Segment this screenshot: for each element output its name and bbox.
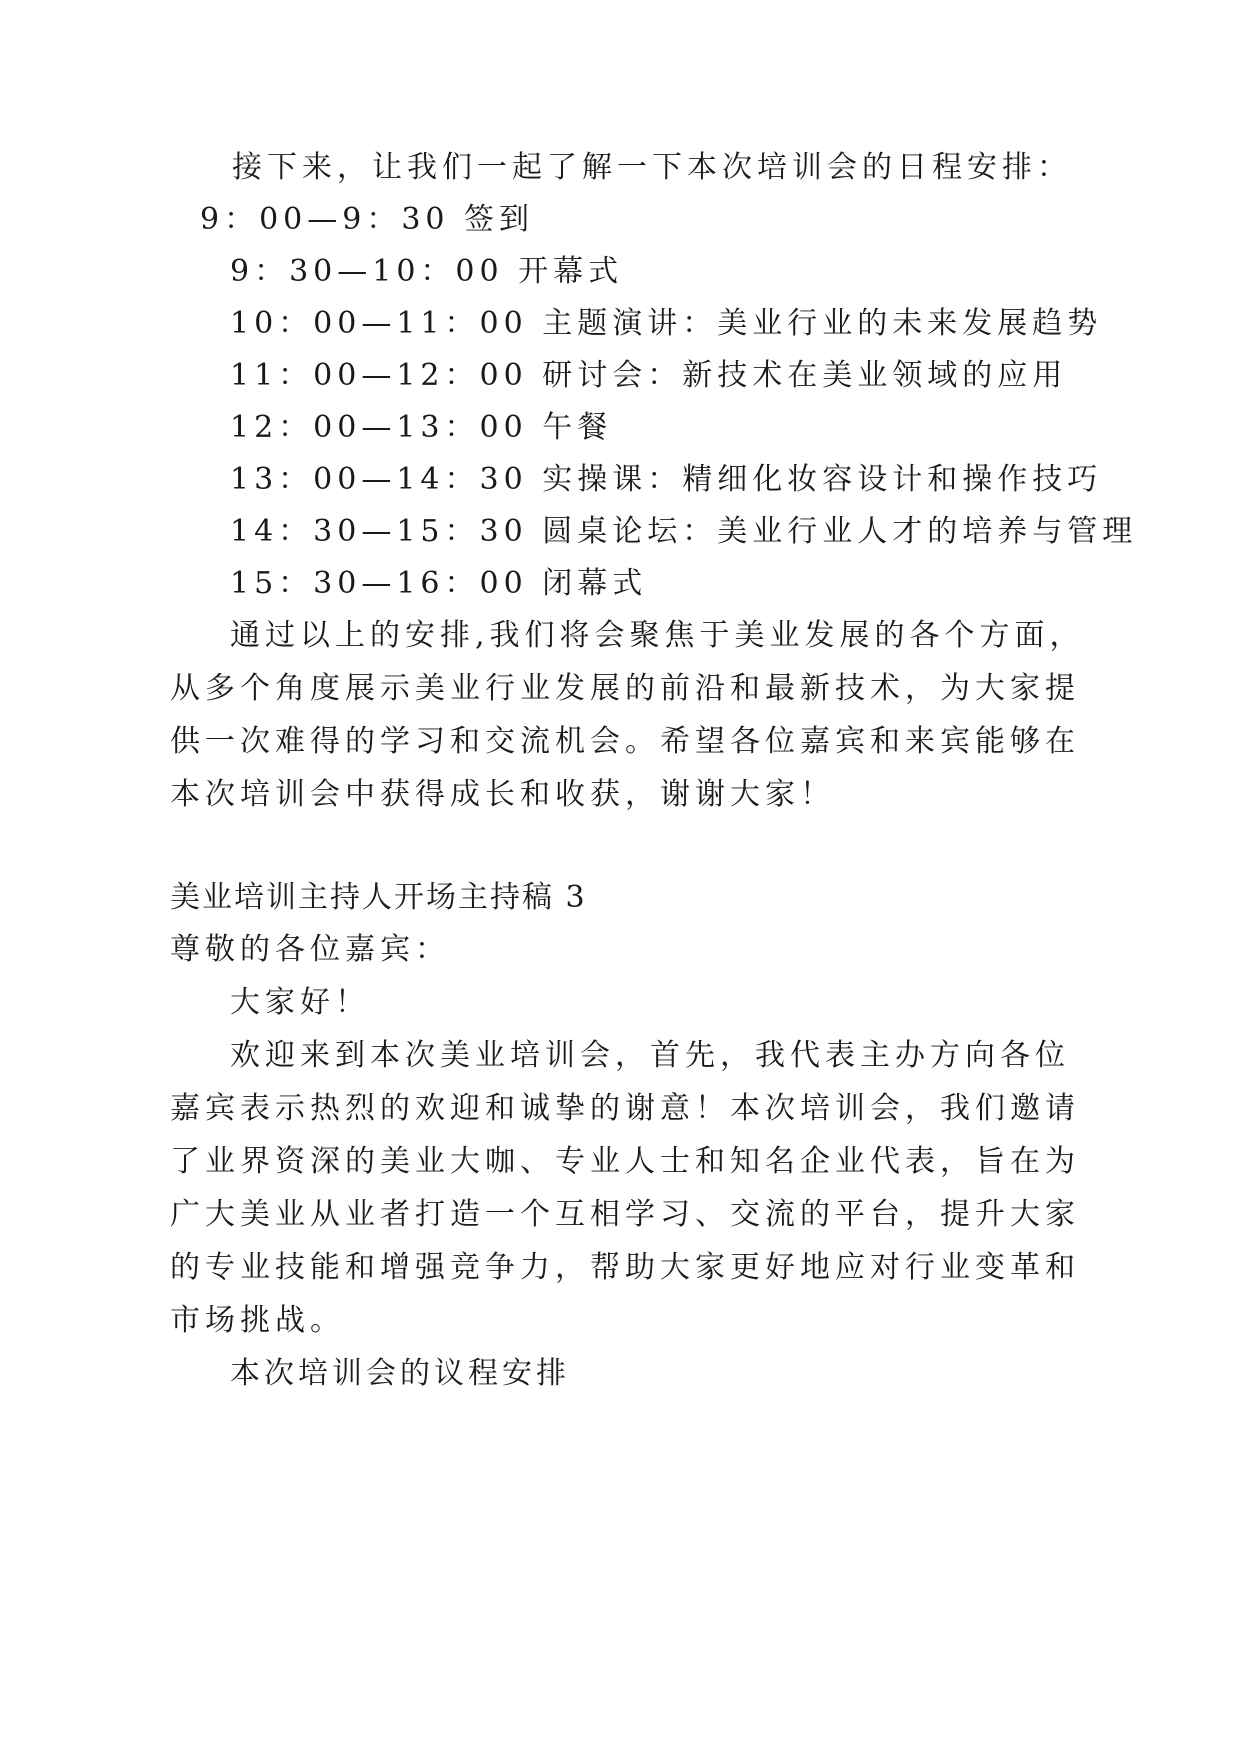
welcome-paragraph-line: 欢迎来到本次美业培训会，首先，我代表主办方向各位 [230,1038,1070,1073]
welcome-paragraph-line: 嘉宾表示热烈的欢迎和诚挚的谢意！本次培训会，我们邀请 [170,1091,1080,1126]
schedule-item: 9：30—10：00 开幕式 [230,254,624,289]
schedule-item: 9：00—9：30 签到 [200,202,535,237]
greeting: 大家好！ [230,985,370,1020]
salutation: 尊敬的各位嘉宾： [170,932,450,967]
welcome-paragraph-line: 市场挑战。 [170,1303,345,1338]
schedule-intro: 接下来，让我们一起了解一下本次培训会的日程安排： [232,150,1072,185]
summary-paragraph-line: 通过以上的安排,我们将会聚焦于美业发展的各个方面， [230,618,1085,653]
welcome-paragraph-line: 广大美业从业者打造一个互相学习、交流的平台，提升大家 [170,1197,1080,1232]
agenda-heading: 本次培训会的议程安排 [230,1356,570,1391]
schedule-item: 10：00—11：00 主题演讲：美业行业的未来发展趋势 [230,306,1103,341]
welcome-paragraph-line: 了业界资深的美业大咖、专业人士和知名企业代表，旨在为 [170,1144,1080,1179]
schedule-item: 15：30—16：00 闭幕式 [230,566,648,601]
schedule-item: 12：00—13：00 午餐 [230,410,613,445]
summary-paragraph-line: 供一次难得的学习和交流机会。希望各位嘉宾和来宾能够在 [170,724,1080,759]
section-title: 美业培训主持人开场主持稿 3 [170,880,587,915]
summary-paragraph-line: 从多个角度展示美业行业发展的前沿和最新技术，为大家提 [170,671,1080,706]
welcome-paragraph-line: 的专业技能和增强竞争力，帮助大家更好地应对行业变革和 [170,1250,1080,1285]
schedule-item: 14：30—15：30 圆桌论坛：美业行业人才的培养与管理 [230,514,1138,549]
schedule-item: 13：00—14：30 实操课：精细化妆容设计和操作技巧 [230,462,1103,497]
schedule-item: 11：00—12：00 研讨会：新技术在美业领域的应用 [230,358,1068,393]
summary-paragraph-line: 本次培训会中获得成长和收获，谢谢大家！ [170,777,835,812]
